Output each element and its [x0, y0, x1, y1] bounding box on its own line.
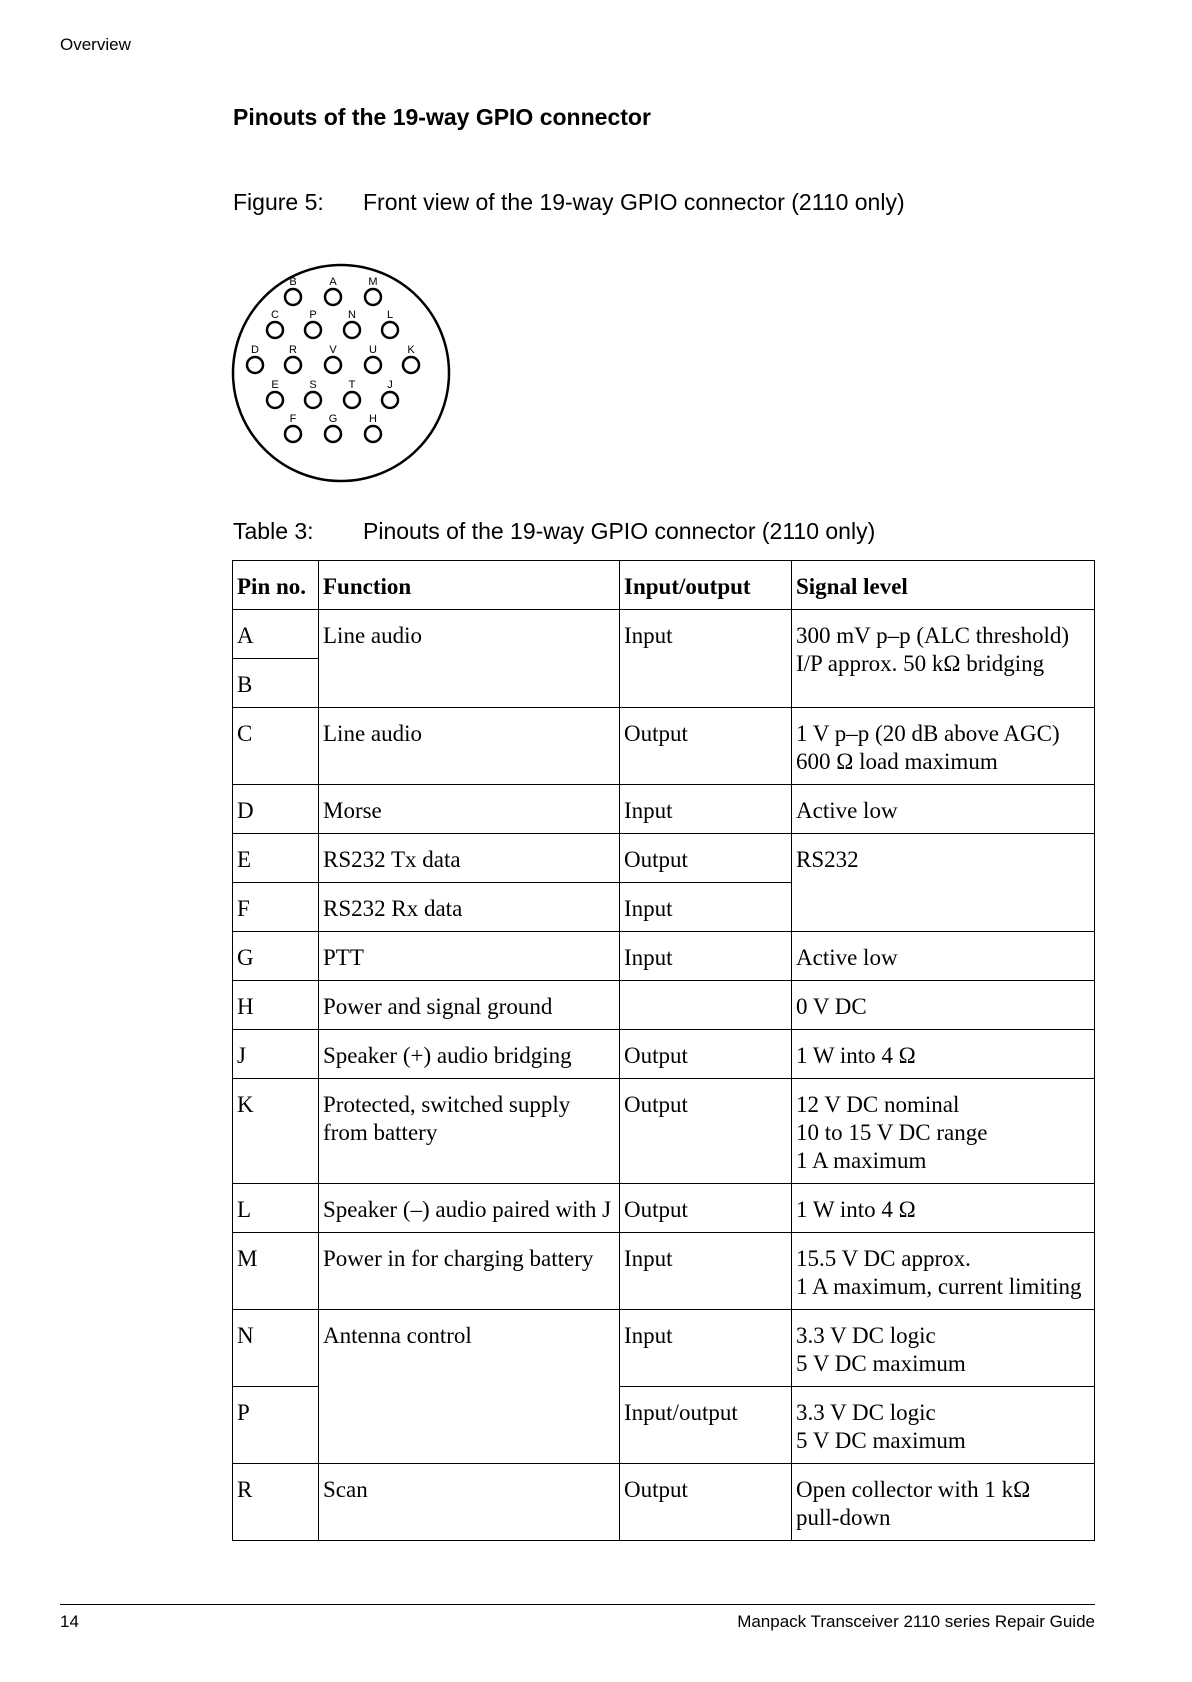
- signal-line: 5 V DC maximum: [796, 1428, 966, 1453]
- pin-socket-v: [325, 357, 341, 373]
- table-row: [233, 1184, 1095, 1233]
- signal-cell: [792, 1387, 1095, 1464]
- figure-label: Figure 5:: [233, 189, 324, 215]
- guide-title: Manpack Transceiver 2110 series Repair Guide: [737, 1612, 1095, 1631]
- pin-label-b: B: [289, 276, 297, 288]
- io-cell: Input: [620, 883, 792, 932]
- function-cell: Scan: [319, 1464, 620, 1541]
- footer-rule: [60, 1604, 1095, 1605]
- pin-cell: E: [233, 834, 319, 883]
- connector-pins: [247, 276, 419, 442]
- page-number: 14: [60, 1612, 79, 1631]
- pin-cell: K: [233, 1079, 319, 1184]
- pinout-table: [232, 560, 1095, 1541]
- table-label: Table 3:: [233, 518, 314, 544]
- section-heading: Pinouts of the 19-way GPIO connector: [233, 104, 651, 130]
- signal-line: 5 V DC maximum: [796, 1351, 966, 1376]
- function-cell: RS232 Rx data: [319, 883, 620, 932]
- signal-cell: Active low: [792, 785, 1095, 834]
- column-header-function: Function: [319, 561, 620, 610]
- signal-line: 10 to 15 V DC range: [796, 1120, 988, 1145]
- pin-cell: A: [233, 610, 319, 659]
- signal-cell: [792, 610, 1095, 708]
- function-cell: Line audio: [319, 708, 620, 785]
- io-cell: Output: [620, 1184, 792, 1233]
- pin-cell: R: [233, 1464, 319, 1541]
- figure-caption-text: Front view of the 19-way GPIO connector (2110 only): [363, 189, 905, 215]
- signal-line: 1 A maximum, current limiting: [796, 1274, 1082, 1299]
- function-cell: Morse: [319, 785, 620, 834]
- signal-line: 600 Ω load maximum: [796, 749, 998, 774]
- pin-cell: J: [233, 1030, 319, 1079]
- pin-label-l: L: [386, 309, 394, 321]
- function-cell: RS232 Tx data: [319, 834, 620, 883]
- function-cell: Speaker (–) audio paired with J: [319, 1184, 620, 1233]
- table-row: [233, 785, 1095, 834]
- gpio-connector-diagram: [230, 262, 452, 484]
- pin-label-v: V: [329, 344, 337, 356]
- signal-cell: [792, 708, 1095, 785]
- io-cell: Input: [620, 1310, 792, 1387]
- signal-cell: [792, 1310, 1095, 1387]
- pin-socket-f: [285, 426, 301, 442]
- function-cell: Power in for charging battery: [319, 1233, 620, 1310]
- pin-socket-a: [325, 289, 341, 305]
- connector-svg: [230, 262, 452, 484]
- table-row: [233, 610, 1095, 659]
- function-cell: Line audio: [319, 610, 620, 708]
- pin-socket-b: [285, 289, 301, 305]
- table-row: [233, 1310, 1095, 1387]
- pin-cell: B: [233, 659, 319, 708]
- io-cell: Input: [620, 932, 792, 981]
- table-row: [233, 1464, 1095, 1541]
- pin-cell: C: [233, 708, 319, 785]
- signal-cell: 0 V DC: [792, 981, 1095, 1030]
- pin-cell: P: [233, 1387, 319, 1464]
- signal-cell: [792, 1464, 1095, 1541]
- pin-label-f: F: [289, 413, 297, 425]
- table-caption-text: Pinouts of the 19-way GPIO connector (2110 only): [363, 518, 876, 544]
- io-cell: Output: [620, 1030, 792, 1079]
- signal-line: I/P approx. 50 kΩ bridging: [796, 651, 1045, 676]
- table-caption: [233, 518, 875, 545]
- pin-cell: H: [233, 981, 319, 1030]
- pin-cell: N: [233, 1310, 319, 1387]
- table-row: [233, 932, 1095, 981]
- function-cell: Antenna control: [319, 1310, 620, 1464]
- pin-label-a: A: [329, 276, 337, 288]
- table-row: [233, 1030, 1095, 1079]
- pin-socket-g: [325, 426, 341, 442]
- io-cell: Output: [620, 834, 792, 883]
- pin-cell: F: [233, 883, 319, 932]
- signal-line: 1 V p–p (20 dB above AGC): [796, 721, 1060, 746]
- pin-label-t: T: [348, 379, 356, 391]
- function-cell: Speaker (+) audio bridging: [319, 1030, 620, 1079]
- pin-label-g: G: [328, 413, 338, 425]
- pin-label-r: R: [289, 344, 297, 356]
- pin-cell: L: [233, 1184, 319, 1233]
- pin-socket-d: [247, 357, 263, 373]
- signal-cell: [792, 1233, 1095, 1310]
- function-cell: Protected, switched supply from battery: [319, 1079, 620, 1184]
- pin-socket-h: [365, 426, 381, 442]
- io-cell: Input: [620, 785, 792, 834]
- table-row: [233, 708, 1095, 785]
- pin-label-n: N: [348, 309, 356, 321]
- io-cell: Output: [620, 708, 792, 785]
- pin-socket-c: [267, 322, 283, 338]
- pin-socket-m: [365, 289, 381, 305]
- io-cell: [620, 981, 792, 1030]
- signal-line: 15.5 V DC approx.: [796, 1246, 971, 1271]
- pin-label-k: K: [407, 344, 415, 356]
- signal-cell: 1 W into 4 Ω: [792, 1030, 1095, 1079]
- pin-label-u: U: [369, 344, 377, 356]
- io-cell: Input: [620, 610, 792, 708]
- pin-label-j: J: [387, 379, 393, 391]
- signal-line: 3.3 V DC logic: [796, 1400, 936, 1425]
- pin-socket-u: [365, 357, 381, 373]
- pin-label-h: H: [369, 413, 377, 425]
- table-header-row: [233, 561, 1095, 610]
- pin-socket-l: [382, 322, 398, 338]
- signal-line: 300 mV p–p (ALC threshold): [796, 623, 1070, 648]
- function-cell: Power and signal ground: [319, 981, 620, 1030]
- column-header-signal: Signal level: [792, 561, 1095, 610]
- signal-line: 12 V DC nominal: [796, 1092, 960, 1117]
- io-cell: Output: [620, 1464, 792, 1541]
- signal-line: Open collector with 1 kΩ: [796, 1477, 1031, 1502]
- pin-socket-t: [344, 392, 360, 408]
- pin-label-d: D: [251, 344, 259, 356]
- pin-socket-e: [267, 392, 283, 408]
- pin-socket-k: [403, 357, 419, 373]
- pin-socket-s: [305, 392, 321, 408]
- table-row: [233, 981, 1095, 1030]
- pin-cell: D: [233, 785, 319, 834]
- pin-label-m: M: [368, 276, 378, 288]
- io-cell: Input/output: [620, 1387, 792, 1464]
- pin-cell: M: [233, 1233, 319, 1310]
- signal-line: pull-down: [796, 1505, 891, 1530]
- signal-cell: Active low: [792, 932, 1095, 981]
- function-cell: PTT: [319, 932, 620, 981]
- pin-cell: G: [233, 932, 319, 981]
- pin-label-p: P: [309, 309, 317, 321]
- pin-socket-n: [344, 322, 360, 338]
- pin-label-c: C: [271, 309, 279, 321]
- column-header-pin: Pin no.: [233, 561, 319, 610]
- signal-line: 1 A maximum: [796, 1148, 927, 1173]
- signal-cell: 1 W into 4 Ω: [792, 1184, 1095, 1233]
- pin-label-s: S: [309, 379, 317, 391]
- figure-caption: [233, 189, 905, 216]
- io-cell: Output: [620, 1079, 792, 1184]
- signal-cell: [792, 1079, 1095, 1184]
- pin-socket-j: [382, 392, 398, 408]
- signal-line: 3.3 V DC logic: [796, 1323, 936, 1348]
- io-cell: Input: [620, 1233, 792, 1310]
- table-row: [233, 834, 1095, 883]
- running-header: Overview: [60, 35, 131, 54]
- signal-cell: RS232: [792, 834, 1095, 932]
- column-header-io: Input/output: [620, 561, 792, 610]
- table-row: [233, 1233, 1095, 1310]
- pin-socket-r: [285, 357, 301, 373]
- pin-label-e: E: [271, 379, 279, 391]
- table-row: [233, 1079, 1095, 1184]
- pin-socket-p: [305, 322, 321, 338]
